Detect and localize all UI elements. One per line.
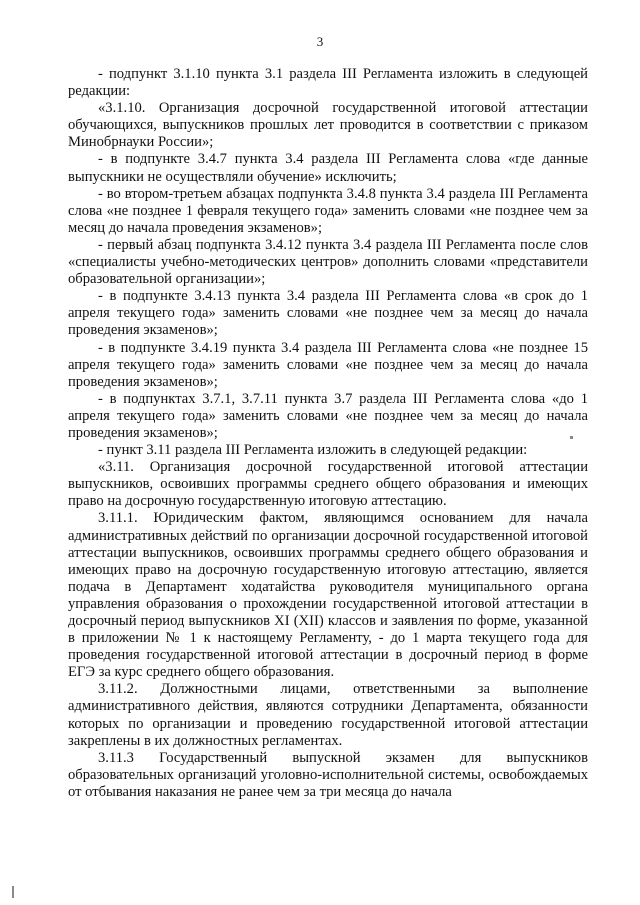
paragraph-subpoint-3-4-12: - первый абзац подпункта 3.4.12 пункта 3.4 раздела III Регламента после слов «специалисты учебно-методических центров» дополнить словами «представители образовательной организации»; xyxy=(68,236,588,288)
paragraph-subpoint-3-4-8: - во втором-третьем абзацах подпункта 3.4.8 пункта 3.4 раздела III Регламента слова «не позднее 1 февраля текущего года» заменить словами «не позднее чем за месяц до начала проведения экзаменов»; xyxy=(68,185,588,236)
paragraph-quote-3-11: «3.11. Организация досрочной государственной итоговой аттестации выпускников, освоивших программы среднего общего образования и имеющих право на досрочную государственную итоговую аттестацию. xyxy=(68,459,588,510)
paragraph-3-11-2: 3.11.2. Должностными лицами, ответственными за выполнение административного действия, являются сотрудники Департамента, обязанности которых по организации и проведению государственной итоговой аттестации закреплены в их должностных регламентах. xyxy=(68,681,588,749)
page-number: 3 xyxy=(316,34,324,49)
paragraph-subpoint-3-4-19: - в подпункте 3.4.19 пункта 3.4 раздела III Регламента слова «не позднее 15 апреля текущего года» заменить словами «не позднее чем за месяц до начала проведения экзаменов»; xyxy=(68,339,588,390)
paragraph-quote-3-1-10: «3.1.10. Организация досрочной государственной итоговой аттестации обучающихся, выпускников прошлых лет проводится в соответствии с приказом Минобрнауки России»; xyxy=(68,100,588,151)
paragraph-point-3-11: - пункт 3.11 раздела III Регламента изложить в следующей редакции: xyxy=(98,442,528,459)
paragraph-subpoint-3-4-13: - в подпункте 3.4.13 пункта 3.4 раздела III Регламента слова «в срок до 1 апреля текущего года» заменить словами «не позднее чем за месяц до начала проведения экзаменов»; xyxy=(68,288,588,339)
paragraph-subpoint-3-1-10: - подпункт 3.1.10 пункта 3.1 раздела III Регламента изложить в следующей редакции: xyxy=(68,66,588,100)
paragraph-subpoint-3-4-7: - в подпункте 3.4.7 пункта 3.4 раздела III Регламента слова «где данные выпускники не осуществляли обучение» исключить; xyxy=(68,151,588,185)
paragraph-subpoints-3-7: - в подпунктах 3.7.1, 3.7.11 пункта 3.7 раздела III Регламента слова «до 1 апреля текущего года» заменить словами «не позднее чем за месяц до начала проведения экзаменов»; xyxy=(68,390,588,441)
scan-edge-mark xyxy=(12,886,14,898)
paragraph-3-11-1: 3.11.1. Юридическим фактом, являющимся основанием для начала административных действий по организации досрочной государственной итоговой аттестации выпускников, освоивших программы среднего общего образования и имеющих право на досрочную государственную итоговую аттестацию, является подача в Департамент ходатайства руководителя муниципального органа управления образования о прохождении государственной итоговой аттестации в досрочный период выпускников XI (XII) классов и заявления по форме, указанной в приложении № 1 к настоящему Регламенту, - до 1 марта текущего года для проведения государственной итоговой аттестации в досрочный период в форме ЕГЭ за курс среднего общего образования. xyxy=(68,510,588,681)
paragraph-3-11-3: 3.11.3 Государственный выпускной экзамен для выпускников образовательных организаций уголовно-исполнительной системы, освобождаемых от отбывания наказания не ранее чем за три месяца до начала xyxy=(68,749,588,800)
document-body xyxy=(68,66,588,801)
scan-speck xyxy=(570,436,573,439)
